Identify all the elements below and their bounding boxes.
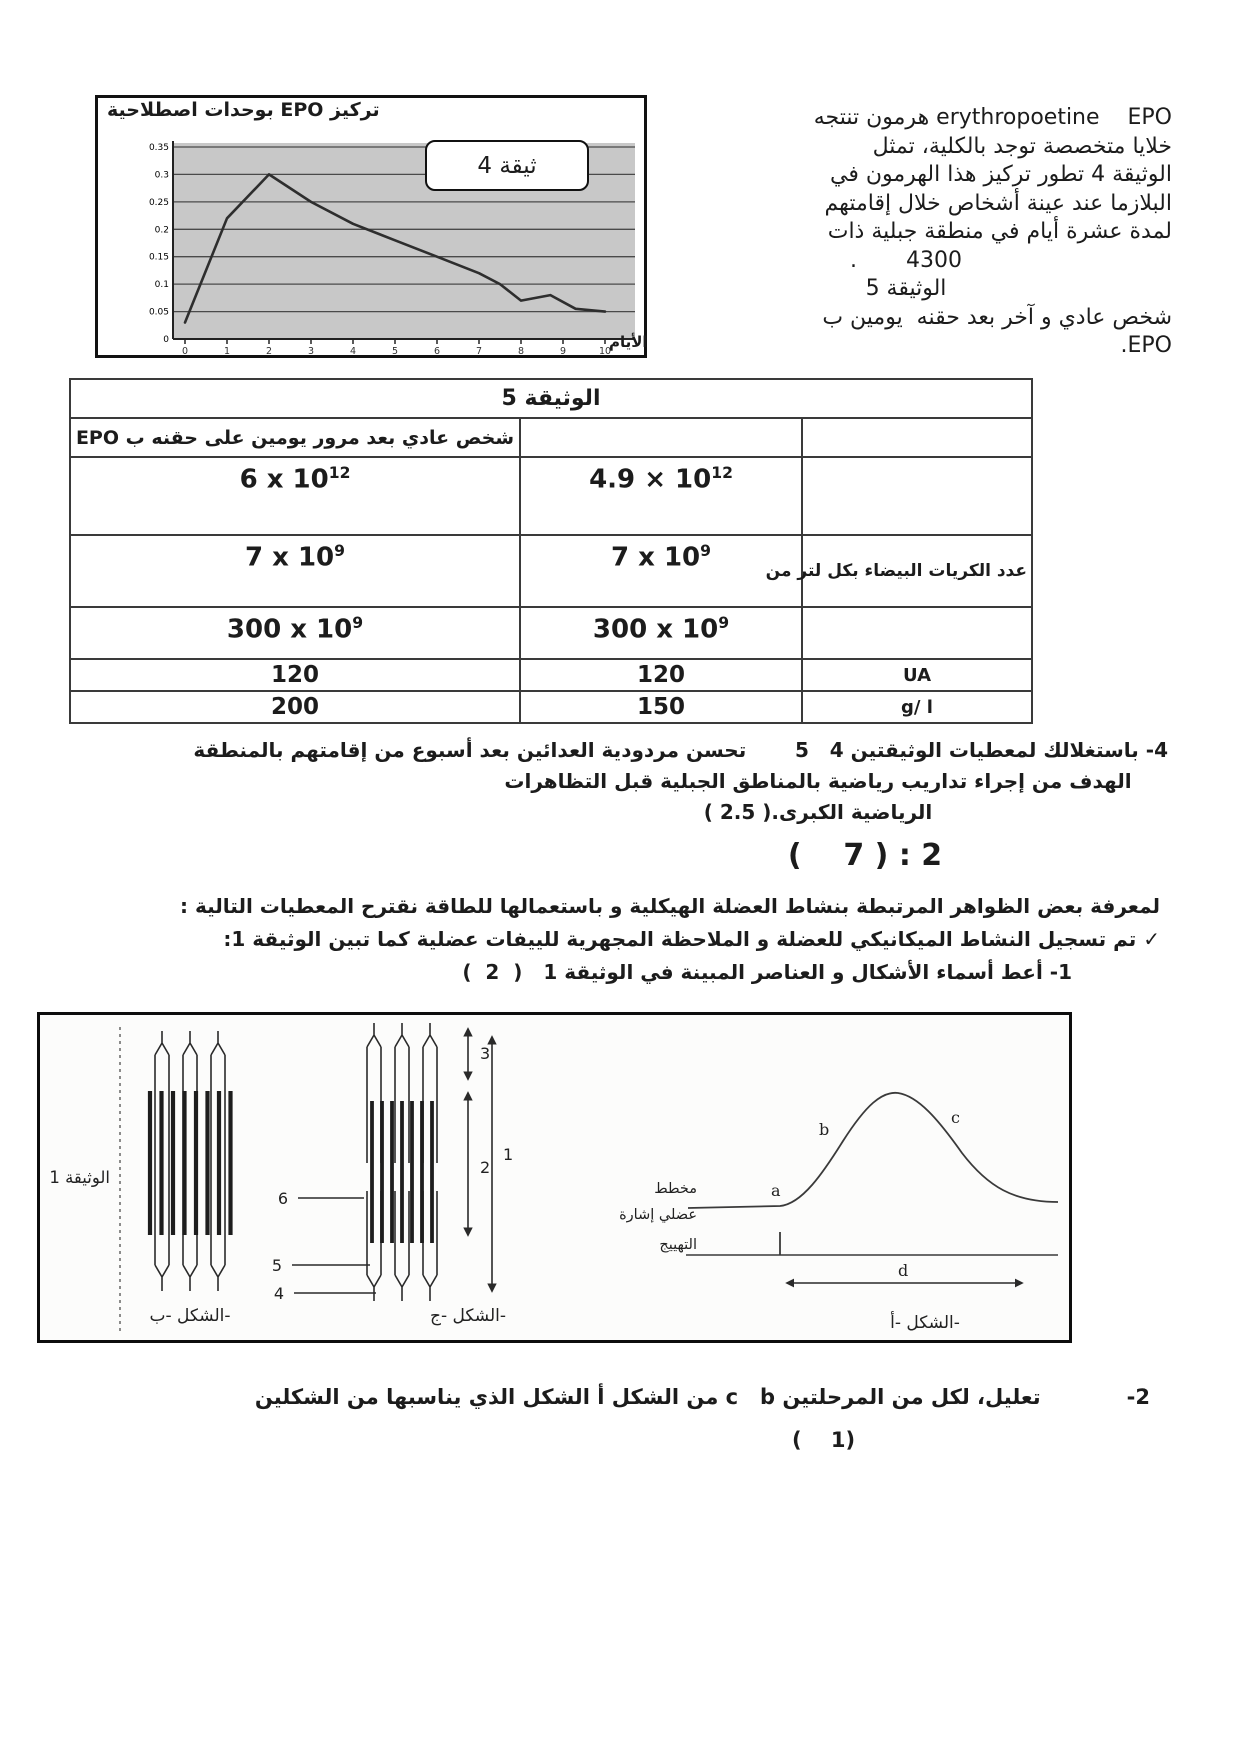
figure-a-caption: الشكل -أ-	[890, 1313, 960, 1333]
table-row	[70, 691, 1032, 723]
text-line: ✓ تم تسجيل النشاط الميكانيكي للعضلة و الملاحظة المجهرية للييفات عضلية كما تبين الوثيقة 1:	[223, 927, 1160, 951]
table-cell	[802, 457, 1032, 535]
text-line: الوثيقة 5	[865, 276, 947, 301]
table-header-cell: شخص عادي بعد مرور يومين على حقنه ب EPO	[70, 418, 520, 457]
label-6: 6	[277, 1189, 288, 1208]
table-cell: 120	[520, 659, 802, 691]
table-cell: 300 x $10^9$	[520, 607, 802, 659]
text-line: شخص عادي و آخر بعد حقنه يومين ب	[822, 304, 1172, 330]
label-4: 4	[273, 1284, 284, 1303]
table-cell: 120	[70, 659, 520, 691]
text-line: الوثيقة 4 تطور تركيز هذا الهرمون في	[829, 162, 1172, 187]
figure-b-caption: الشكل -ب-	[149, 1306, 231, 1326]
table-cell: $4.9 \times 10^{12}$	[520, 457, 802, 535]
label-c: c	[951, 1108, 960, 1127]
question-2-mark: ( 1)	[792, 1428, 856, 1452]
label-3: 3	[480, 1044, 491, 1063]
table-row	[70, 659, 1032, 691]
label-a: a	[771, 1181, 781, 1200]
text-line: البلازما عند عينة أشخاص خلال إقامتهم	[824, 190, 1172, 216]
table-cell: 7 x $10^9$	[520, 535, 802, 607]
section-2-intro	[60, 890, 1160, 989]
doc1-figure-svg	[40, 1015, 1069, 1340]
svg-text:5: 5	[391, 346, 399, 357]
text-line: 1- أعط أسماء الأشكال و العناصر المبينة في الوثيقة 1 ( 2 )	[462, 960, 1072, 984]
thick-filaments-c	[372, 1101, 432, 1243]
svg-text:0.15: 0.15	[148, 252, 169, 263]
svg-text:9: 9	[559, 346, 567, 357]
thick-filaments-b	[150, 1091, 231, 1235]
question-number: 2-	[1126, 1385, 1150, 1409]
svg-text:0.2: 0.2	[154, 225, 169, 236]
table-cell: 200	[70, 691, 520, 723]
svg-text:4: 4	[349, 346, 357, 357]
table-cell: 6 x $10^{12}$	[70, 457, 520, 535]
table-cell: 7 x $10^9$	[70, 535, 520, 607]
leader-lines	[292, 1198, 376, 1293]
svg-text:0.25: 0.25	[148, 197, 169, 208]
table-cell: 150	[520, 691, 802, 723]
svg-text:التهييج: التهييج	[659, 1237, 697, 1253]
svg-text:6: 6	[433, 346, 441, 357]
text-line: erythropoetine EPO هرمون تنتجه	[813, 105, 1172, 130]
curve-phase-labels	[771, 1108, 960, 1280]
section-2-header: ( 7 ) : 2	[787, 838, 943, 873]
text-line: خلايا متخصصة توجد بالكلية، تمثل	[872, 133, 1172, 159]
svg-text:7: 7	[475, 346, 483, 357]
label-2: 2	[480, 1158, 491, 1177]
sarcomere-figure-b	[155, 1031, 225, 1291]
chart-title: تركيز EPO بوحدات اصطلاحية	[107, 99, 380, 121]
text-line: EPO.	[1120, 333, 1172, 358]
question-2	[110, 1385, 1150, 1409]
svg-text:0: 0	[163, 335, 169, 345]
doc4-badge: ثيقة 4	[425, 140, 589, 191]
table-row	[70, 607, 1032, 659]
label-1: 1	[503, 1145, 514, 1164]
text-line: 4- باستغلالك لمعطيات الوثيقتين 4 5 تحسن مردودية العدائين بعد أسبوع من إقامتهم بالمنطقة	[193, 738, 1168, 762]
text-line: الهدف من إجراء تداريب رياضية بالمناطق الجبلية قبل التظاهرات الرياضية الكبرى.( 2.5 )	[504, 769, 1132, 824]
intro-paragraph	[640, 104, 1172, 361]
table-cell: g/ l	[802, 691, 1032, 723]
label-5: 5	[271, 1256, 282, 1275]
table-title-row	[70, 379, 1032, 418]
table-header-row	[70, 418, 1032, 457]
doc4-chart-panel	[95, 95, 647, 358]
label-d: d	[898, 1261, 909, 1280]
text-line: لمدة عشرة أيام في منطقة جبلية ذات	[827, 219, 1172, 244]
chart-x-axis-label: الأيام	[609, 333, 648, 351]
table-title: الوثيقة 5	[70, 379, 1032, 418]
myogram-curve	[688, 1093, 1058, 1208]
svg-text:0.05: 0.05	[148, 307, 169, 318]
trace-caption	[619, 1181, 697, 1253]
figure-c-caption: الشكل -ج-	[430, 1306, 506, 1326]
label-b: b	[819, 1120, 830, 1139]
text-line: لمعرفة بعض الظواهر المرتبطة بنشاط العضلة الهيكلية و باستعمالها للطاقة نقترح المعطيات التالية :	[180, 894, 1160, 918]
svg-text:0.3: 0.3	[154, 170, 169, 181]
svg-text:0.35: 0.35	[148, 143, 169, 153]
svg-text:3: 3	[307, 346, 315, 357]
svg-text:10: 10	[598, 346, 612, 357]
svg-text:1: 1	[223, 346, 231, 357]
text-line: تعليل، لكل من المرحلتين c b من الشكل أ الشكل الذي يناسبها من الشكلين	[254, 1385, 1041, 1409]
table-cell: عدد الكريات البيضاء بكل لتر من	[802, 535, 1032, 607]
table-row	[70, 457, 1032, 535]
table-cell: 300 x $10^9$	[70, 607, 520, 659]
svg-text:0.1: 0.1	[154, 280, 169, 291]
table-cell: UA	[802, 659, 1032, 691]
doc1-figure	[37, 1012, 1072, 1343]
question-4	[70, 735, 1168, 828]
text-line: 4300 .	[850, 247, 962, 273]
doc5-table	[69, 378, 1033, 724]
doc1-label: الوثيقة 1	[49, 1168, 110, 1187]
table-row	[70, 535, 1032, 607]
epo-chart	[95, 95, 647, 358]
svg-text:2: 2	[265, 346, 273, 357]
svg-text:0: 0	[181, 346, 189, 357]
svg-text:8: 8	[517, 346, 525, 357]
svg-text:مخطط: مخطط	[654, 1181, 697, 1197]
table-header-cell	[520, 418, 802, 457]
table-header-cell	[802, 418, 1032, 457]
svg-text:عضلي إشارة: عضلي إشارة	[619, 1207, 697, 1223]
table-cell	[802, 607, 1032, 659]
